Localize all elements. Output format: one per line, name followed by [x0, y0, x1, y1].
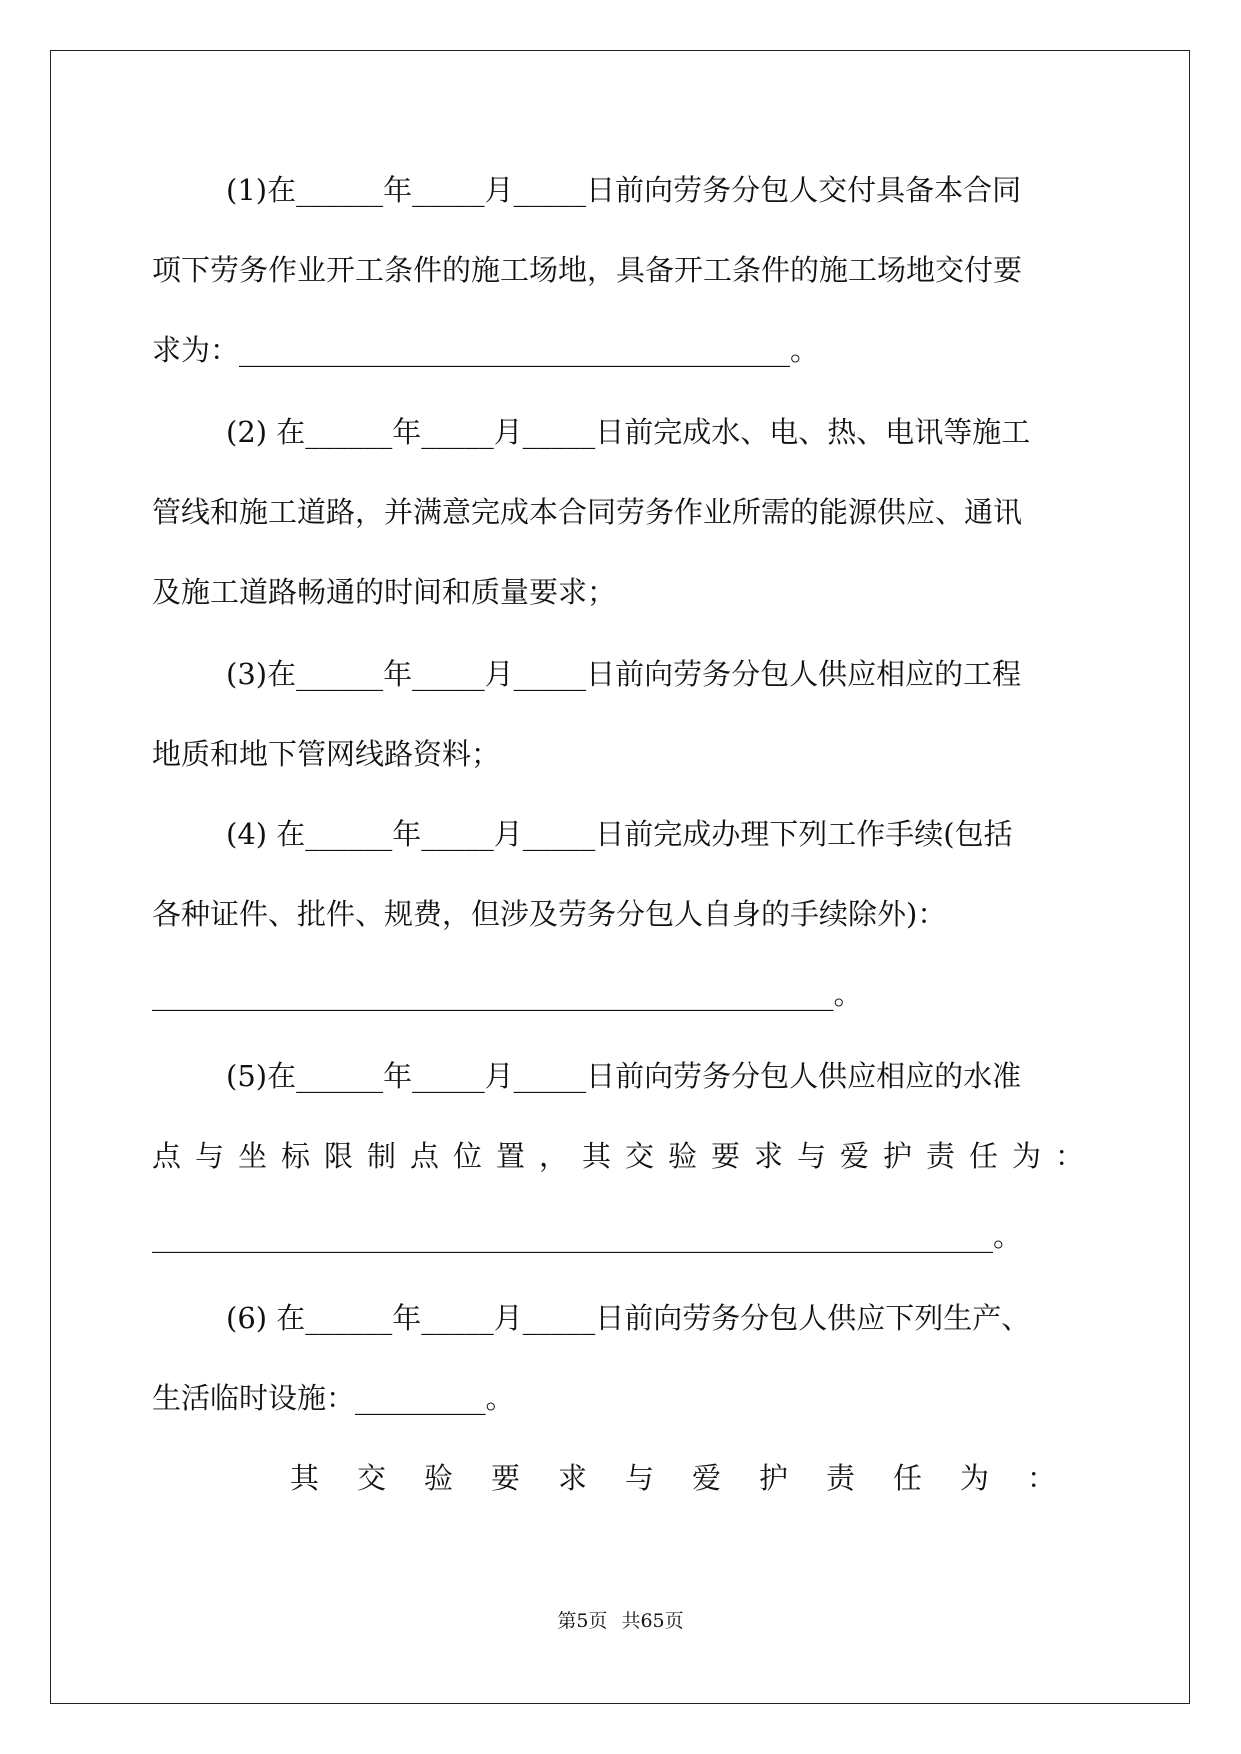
- para2-line1: (2) 在______年_____月_____日前完成水、电、热、电讯等施工: [226, 415, 1031, 449]
- para1-line2: 项下劳务作业开工条件的施工场地，具备开工条件的施工场地交付要: [152, 253, 1023, 287]
- page-number: 第5页: [557, 1610, 608, 1632]
- page-border: [50, 50, 1190, 1704]
- para5-line1: (5)在______年_____月_____日前向劳务分包人供应相应的水准: [226, 1059, 1022, 1093]
- para4-line1: (4) 在______年_____月_____日前完成办理下列工作手续(包括: [226, 817, 1013, 851]
- para4-line2: 各种证件、批件、规费，但涉及劳务分包人自身的手续除外)：: [152, 897, 947, 931]
- para6-line1: (6) 在______年_____月_____日前向劳务分包人供应下列生产、: [226, 1301, 1031, 1335]
- para5-line2: 点与坐标限制点位置，其交验要求与爱护责任为：: [152, 1139, 1099, 1173]
- para6-line2: 生活临时设施：_________。: [152, 1381, 515, 1415]
- para3-line2: 地质和地下管网线路资料；: [152, 737, 501, 771]
- para5-line3: __________________________________________________________。: [152, 1219, 1023, 1253]
- para1-line1: (1)在______年_____月_____日前向劳务分包人交付具备本合同: [226, 173, 1022, 207]
- para2-line2: 管线和施工道路，并满意完成本合同劳务作业所需的能源供应、通讯: [152, 495, 1023, 529]
- page-footer: [0, 1606, 1241, 1633]
- closing-line: 其交验要求与爱护责任为：: [290, 1461, 1095, 1495]
- para2-line3: 及施工道路畅通的时间和质量要求；: [152, 575, 617, 609]
- page-total: 共65页: [621, 1610, 684, 1632]
- para3-line1: (3)在______年_____月_____日前向劳务分包人供应相应的工程: [226, 657, 1022, 691]
- para1-line3: 求为：______________________________________。: [152, 333, 820, 367]
- para4-line3: _______________________________________________。: [152, 977, 863, 1011]
